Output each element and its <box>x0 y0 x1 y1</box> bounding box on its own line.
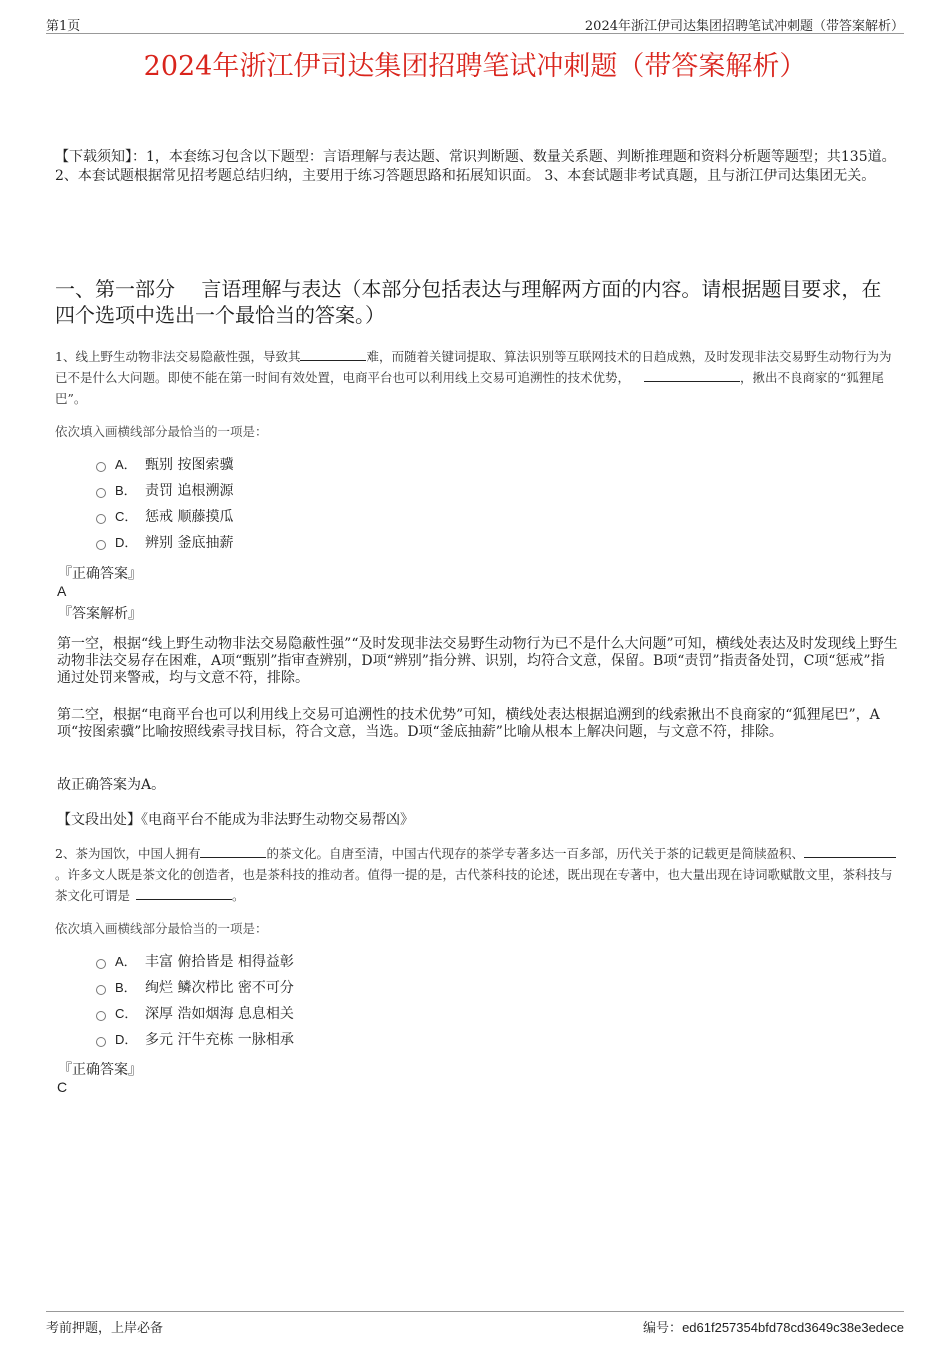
question-2-option-b[interactable]: B． 绚烂 鳞次栉比 密不可分 <box>96 978 294 998</box>
question-1-source: 【文段出处】《电商平台不能成为非法野生动物交易帮凶》 <box>57 812 414 828</box>
question-1-option-d[interactable]: D． 辨别 釜底抽薪 <box>96 533 233 553</box>
question-1-analysis-1: 第一空，根据“线上野生动物非法交易隐蔽性强”“及时发现非法交易野生动物行为已不是什么大问题”可知，横线处表达及时发现线上野生动物非法交易存在困难，A项“甄别”指审查辨别，D项“辨别”指分辨、识别，均符合文意，保留。B项“责罚”指责备处罚，C项“惩戒”指通过处罚来警戒，均与文意不符，排除。 <box>57 636 898 686</box>
correct-answer-label: 『正确答案』 <box>58 1062 142 1078</box>
question-1-analysis-2: 第二空，根据“电商平台也可以利用线上交易可追溯性的技术优势”可知，横线处表达根据追溯到的线索揪出不良商家的“狐狸尾巴”，A项“按图索骥”比喻按照线索寻找目标，符合文意，当选。D项“釜底抽薪”比喻从根本上解决问题，与文意不符，排除。 <box>57 707 880 740</box>
question-2-option-c[interactable]: C． 深厚 浩如烟海 息息相关 <box>96 1004 294 1024</box>
footer-code: 编号：ed61f257354bfd78cd3649c38e3edece <box>643 1320 904 1336</box>
question-1-answer: A <box>57 583 67 599</box>
question-1-stem: 1、线上野生动物非法交易隐蔽性强，导致其 难，而随着关键词提取、算法识别等互联网技术的日趋成熟，及时发现非法交易野生动物行为为已不是什么大问题。即使不能在第一时间有效处置，电商平台也可以利用线上交易可追溯性的技术优势， ，揪出不良商家的“狐狸尾巴”。 <box>55 349 892 406</box>
radio-icon[interactable] <box>96 462 106 472</box>
radio-icon[interactable] <box>96 488 106 498</box>
question-2-answer: C <box>57 1079 68 1095</box>
blank-line <box>300 350 366 361</box>
blank-line <box>644 371 740 382</box>
radio-icon[interactable] <box>96 1011 106 1021</box>
page-header <box>46 13 904 34</box>
page-footer <box>46 1311 904 1338</box>
download-notice: 【下载须知】：1，本套练习包含以下题型：言语理解与表达题、常识判断题、数量关系题、判断推理题和资料分析题等题型；共135道。 2、本套试题根据常见招考题总结归纳，主要用于练习答题思路和拓展知识面。 3、本套试题非考试真题，且与浙江伊司达集团无关。 <box>55 149 896 184</box>
correct-answer-label: 『正确答案』 <box>58 566 142 582</box>
question-2-option-a[interactable]: A． 丰富 俯拾皆是 相得益彰 <box>96 952 294 972</box>
radio-icon[interactable] <box>96 985 106 995</box>
page-title: 2024年浙江伊司达集团招聘笔试冲刺题（带答案解析） <box>143 51 807 82</box>
blank-line <box>136 889 232 900</box>
question-2-instruction: 依次填入画横线部分最恰当的一项是： <box>55 921 268 936</box>
radio-icon[interactable] <box>96 514 106 524</box>
radio-icon[interactable] <box>96 540 106 550</box>
question-1-option-a[interactable]: A． 甄别 按图索骥 <box>96 455 233 475</box>
header-doc-title: 2024年浙江伊司达集团招聘笔试冲刺题（带答案解析） <box>584 19 904 34</box>
radio-icon[interactable] <box>96 1037 106 1047</box>
question-1-option-c[interactable]: C． 惩戒 顺藤摸瓜 <box>96 507 233 527</box>
question-1-instruction: 依次填入画横线部分最恰当的一项是： <box>55 424 268 439</box>
blank-line <box>200 847 266 858</box>
question-2-option-d[interactable]: D． 多元 汗牛充栋 一脉相承 <box>96 1030 294 1050</box>
question-1-option-b[interactable]: B． 责罚 追根溯源 <box>96 481 233 501</box>
footer-slogan: 考前押题，上岸必备 <box>46 1321 164 1336</box>
section-heading: 一、第一部分 言语理解与表达（本部分包括表达与理解两方面的内容。请根据题目要求，在四个选项中选出一个最恰当的答案。） <box>55 277 882 327</box>
analysis-label: 『答案解析』 <box>58 606 142 622</box>
blank-line <box>804 847 896 858</box>
page-number: 第1页 <box>46 19 81 34</box>
radio-icon[interactable] <box>96 959 106 969</box>
question-1-conclusion: 故正确答案为A。 <box>57 777 166 793</box>
question-2-stem: 2、茶为国饮，中国人拥有 的茶文化。自唐至清，中国古代现存的茶学专著多达一百多部，历代关于茶的记载更是简牍盈积、。许多文人既是茶文化的创造者，也是茶科技的推动者。值得一提的是，古代茶科技的论述，既出现在专著中，也大量出现在诗词歌赋散文里，茶科技与茶文化可谓是 。 <box>55 843 898 906</box>
